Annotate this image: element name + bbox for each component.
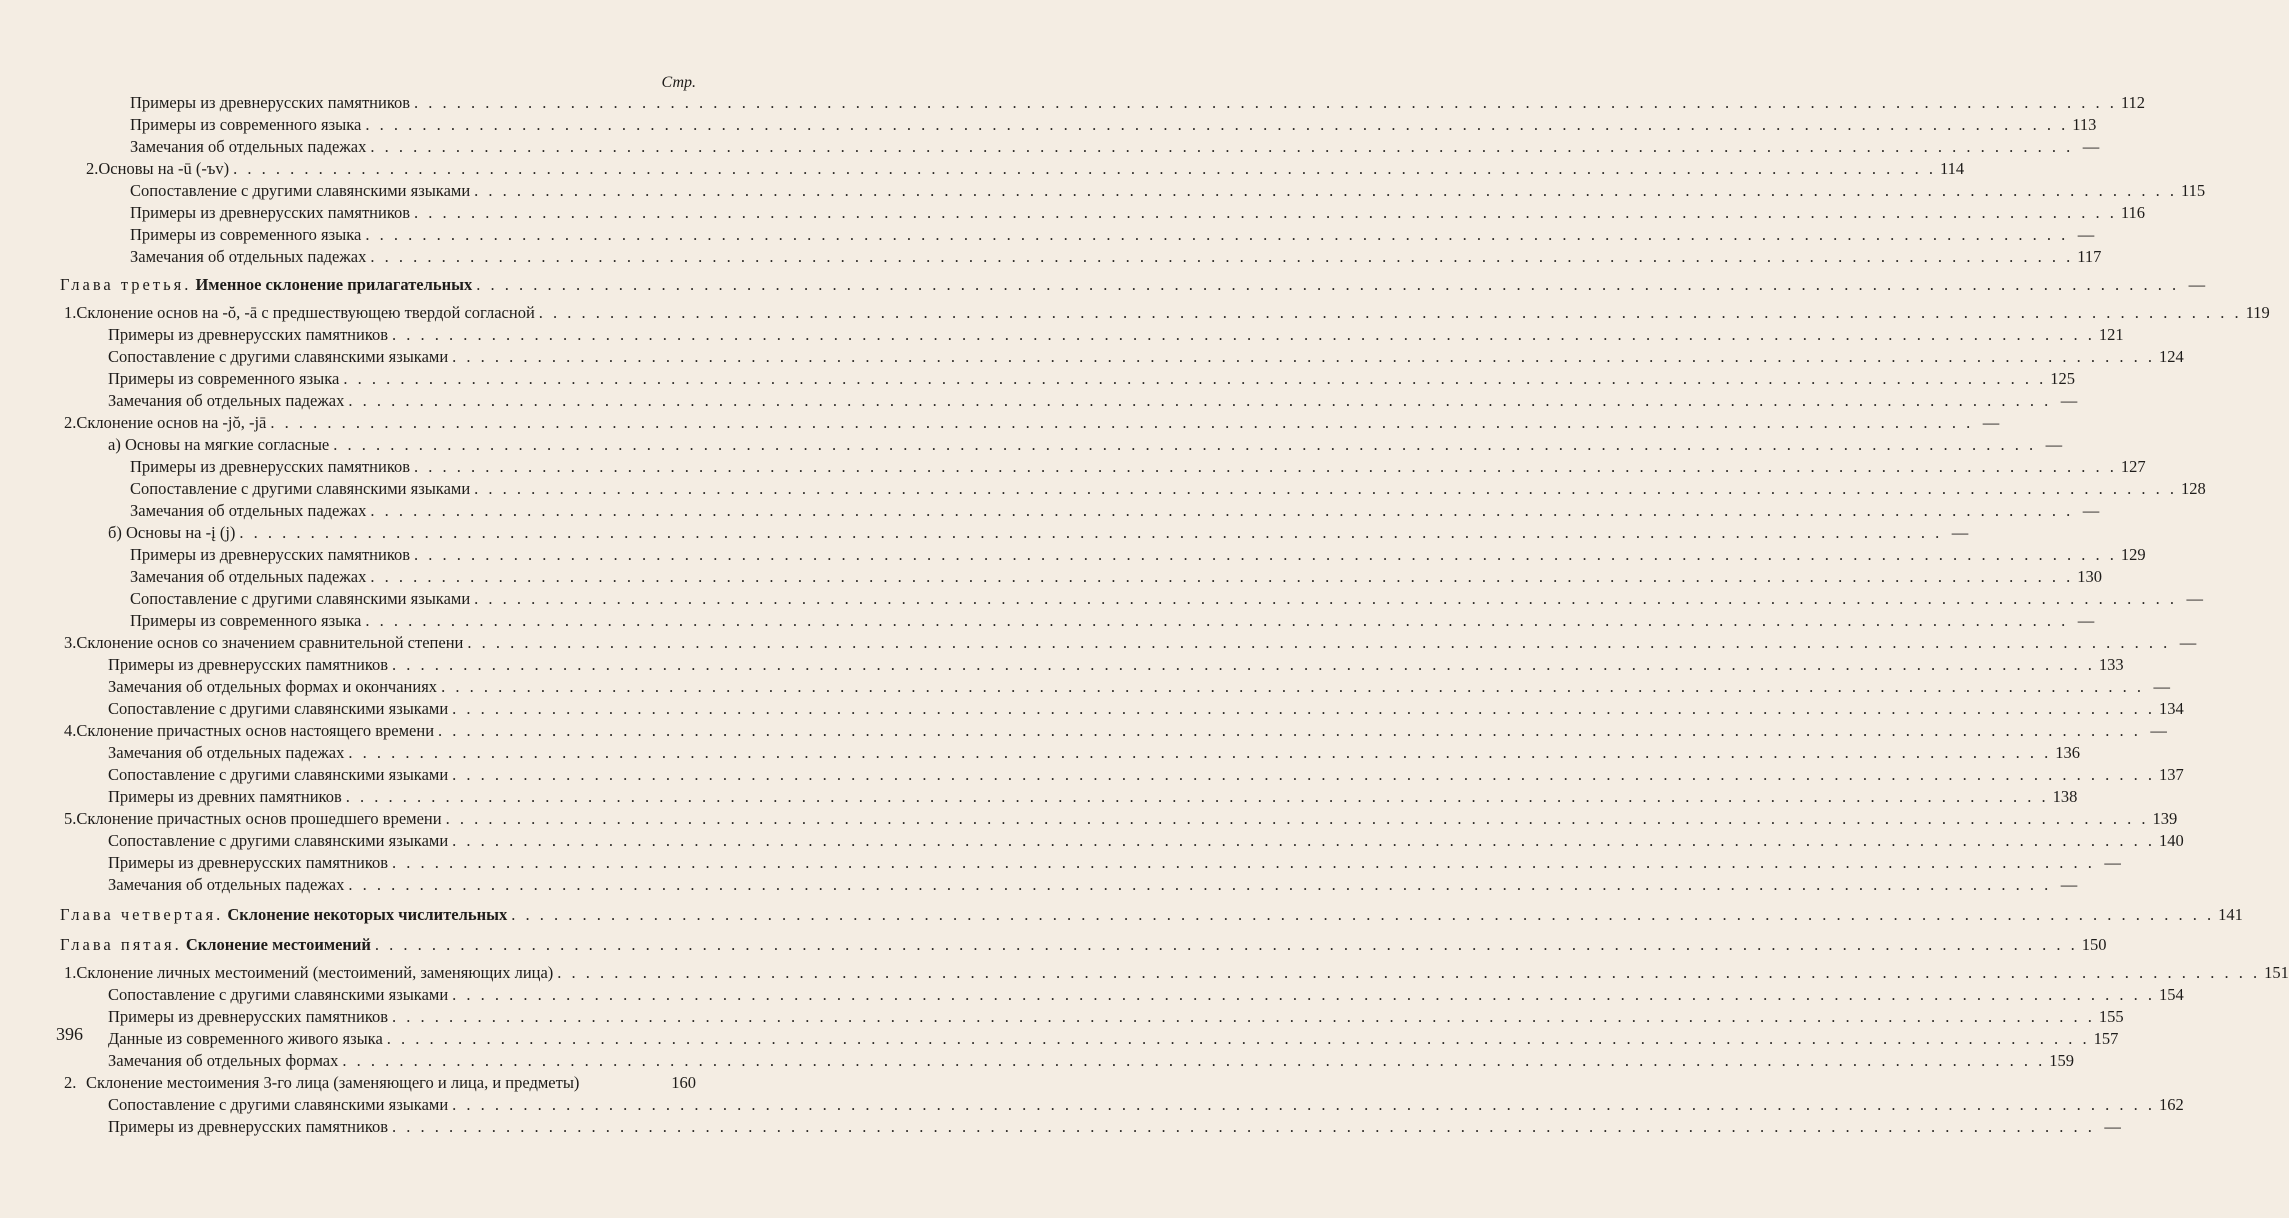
dot-leader: . . . . . . . . . . . . . . . . . . . . . . . . . . . . . . . . . . . . . . . . . . . . . . . . . . . . . . . . . . . . . . . . . . . . . . . . . . . . . . . . . . . . . . . . . . . . . . . . . . . . . . . . . . . . . . . . . . . . . . . . bbox=[392, 655, 2095, 674]
dot-leader: . . . . . . . . . . . . . . . . . . . . . . . . . . . . . . . . . . . . . . . . . . . . . . . . . . . . . . . . . . . . . . . . . . . . . . . . . . . . . . . . . . . . . . . . . . . . . . . . . . . . . . . . . . . . . . . . . . . . . . . . bbox=[452, 765, 2156, 784]
toc-entry bbox=[108, 390, 2078, 412]
toc-entry bbox=[108, 654, 2124, 676]
toc-entry-title: Замечания об отдельных падежах bbox=[108, 391, 345, 410]
toc-entry-title: Сопоставление с другими славянскими языками bbox=[108, 985, 449, 1004]
chapter-heading bbox=[60, 904, 507, 926]
toc-entry-title: Склонение основ на -jŏ, -jā bbox=[76, 413, 267, 432]
toc-entry-title: Примеры из древнерусских памятников bbox=[108, 325, 389, 344]
toc-entry-title: Замечания об отдельных падежах bbox=[130, 501, 367, 520]
toc-entry-number: 5. bbox=[64, 809, 77, 828]
toc-entry-title: Примеры из современного языка bbox=[130, 611, 362, 630]
toc-entry-title: Сопоставление с другими славянскими языками bbox=[108, 699, 449, 718]
toc-entry-number: 4. bbox=[64, 721, 77, 740]
toc-entry-title: Склонение личных местоимений (местоимений, заменяющих лица) bbox=[76, 963, 554, 982]
toc-entry-page: 113 bbox=[2072, 115, 2097, 134]
toc-entry bbox=[130, 224, 2095, 246]
toc-entry bbox=[108, 1116, 2121, 1138]
toc-entry-title: Склонение основ на -ŏ, -ā с предшествующею твердой согласной bbox=[76, 303, 535, 322]
dot-leader: . . . . . . . . . . . . . . . . . . . . . . . . . . . . . . . . . . . . . . . . . . . . . . . . . . . . . . . . . . . . . . . . . . . . . . . . . . . . . . . . . . . . . . . . . . . . . . . . . . . . . . . . . . . . . . . . . . . . . . . . bbox=[365, 115, 2069, 134]
toc-entry-title: Замечания об отдельных формах bbox=[108, 1051, 339, 1070]
toc-entry-page: 159 bbox=[2049, 1051, 2074, 1070]
dot-leader: . . . . . . . . . . . . . . . . . . . . . . . . . . . . . . . . . . . . . . . . . . . . . . . . . . . . . . . . . . . . . . . . . . . . . . . . . . . . . . . . . . . . . . . . . . . . . . . . . . . . . . . . . . . . . . . . . . . . . . . . bbox=[511, 905, 2215, 924]
dot-leader: . . . . . . . . . . . . . . . . . . . . . . . . . . . . . . . . . . . . . . . . . . . . . . . . . . . . . . . . . . . . . . . . . . . . . . . . . . . . . . . . . . . . . . . . . . . . . . . . . . . . . . . . . . . . . . . . . . . . . . . . bbox=[557, 963, 2261, 982]
dot-leader: . . . . . . . . . . . . . . . . . . . . . . . . . . . . . . . . . . . . . . . . . . . . . . . . . . . . . . . . . . . . . . . . . . . . . . . . . . . . . . . . . . . . . . . . . . . . . . . . . . . . . . . . . . . . . . . . . . . . . . . . bbox=[476, 275, 2180, 294]
toc-entry-page: 116 bbox=[2120, 203, 2146, 222]
toc-entry bbox=[130, 544, 2146, 566]
toc-entry bbox=[130, 246, 2102, 268]
toc-entry-page: — bbox=[2153, 677, 2170, 696]
toc-entry-page: — bbox=[2104, 853, 2121, 872]
dot-leader: . . . . . . . . . . . . . . . . . . . . . . . . . . . . . . . . . . . . . . . . . . . . . . . . . . . . . . . . . . . . . . . . . . . . . . . . . . . . . . . . . . . . . . . . . . . . . . . . . . . . . . . . . . . . . . . . . . . . . . . . bbox=[452, 699, 2156, 718]
dot-leader: . . . . . . . . . . . . . . . . . . . . . . . . . . . . . . . . . . . . . . . . . . . . . . . . . . . . . . . . . . . . . . . . . . . . . . . . . . . . . . . . . . . . . . . . . . . . . . . . . . . . . . . . . . . . . . . . . . . . . . . . bbox=[392, 1007, 2095, 1026]
toc-entry bbox=[108, 324, 2124, 346]
toc-entry-page: — bbox=[2082, 137, 2100, 156]
toc-entry bbox=[108, 1006, 2124, 1028]
toc-entry bbox=[130, 500, 2100, 522]
toc-entry bbox=[108, 1028, 2119, 1050]
dot-leader: . . . . . . . . . . . . . . . . . . . . . . . . . . . . . . . . . . . . . . . . . . . . . . . . . . . . . . . . . . . . . . . . . . . . . . . . . . . . . . . . . . . . . . . . . . . . . . . . . . . . . . . . . . . . . . . . . . . . . . . . bbox=[414, 457, 2117, 476]
toc-entry-page: — bbox=[1982, 413, 2000, 432]
dot-leader: . . . . . . . . . . . . . . . . . . . . . . . . . . . . . . . . . . . . . . . . . . . . . . . . . . . . . . . . . . . . . . . . . . . . . . . . . . . . . . . . . . . . . . . . . . . . . . . . . . . . . . . . . . . . . . . . . . . . . . . . bbox=[370, 247, 2074, 266]
toc-entry-title: Примеры из древних памятников bbox=[108, 787, 342, 806]
toc-entry-title: Основы на -ū (-ъv) bbox=[98, 159, 230, 178]
toc-entry bbox=[130, 610, 2095, 632]
dot-leader: . . . . . . . . . . . . . . . . . . . . . . . . . . . . . . . . . . . . . . . . . . . . . . . . . . . . . . . . . . . . . . . . . . . . . . . . . . . . . . . . . . . . . . . . . . . . . . . . . . . . . . . . . . . . . . . . . . . . . . . . bbox=[452, 985, 2156, 1004]
dot-leader: . . . . . . . . . . . . . . . . . . . . . . . . . . . . . . . . . . . . . . . . . . . . . . . . . . . . . . . . . . . . . . . . . . . . . . . . . . . . . . . . . . . . . . . . . . . . . . . . . . . . . . . . . . . . . . . . . . . . . . . . bbox=[474, 479, 2178, 498]
toc-entry-title: Сопоставление с другими славянскими языками bbox=[130, 479, 471, 498]
toc-entry-title: Сопоставление с другими славянскими языками bbox=[130, 181, 471, 200]
toc-entry-title: Склонение причастных основ настоящего времени bbox=[76, 721, 435, 740]
page-number: 396 bbox=[56, 1024, 83, 1044]
toc-entry bbox=[60, 274, 2206, 296]
toc-entry-title: Данные из современного живого языка bbox=[108, 1029, 383, 1048]
toc-entry-page: 128 bbox=[2181, 479, 2206, 498]
toc-entry bbox=[108, 764, 2184, 786]
toc-entry-title: Примеры из современного языка bbox=[130, 225, 362, 244]
dot-leader: . . . . . . . . . . . . . . . . . . . . . . . . . . . . . . . . . . . . . . . . . . . . . . . . . . . . . . . . . . . . . . . . . . . . . . . . . . . . . . . . . . . . . . . . . . . . . . . . . . . . . . . . . . . . . . . . . . . . . . . . bbox=[343, 369, 2047, 388]
toc-entry-number: 2. bbox=[86, 159, 99, 178]
dot-leader: . . . . . . . . . . . . . . . . . . . . . . . . . . . . . . . . . . . . . . . . . . . . . . . . . . . . . . . . . . . . . . . . . . . . . . . . . . . . . . . . . . . . . . . . . . . . . . . . . . . . . . . . . . . . . . . . . . . . . . . . bbox=[239, 523, 1943, 542]
dot-leader: . . . . . . . . . . . . . . . . . . . . . . . . . . . . . . . . . . . . . . . . . . . . . . . . . . . . . . . . . . . . . . . . . . . . . . . . . . . . . . . . . . . . . . . . . . . . . . . . . . . . . . . . . . . . . . . . . . . . . . . . bbox=[365, 611, 2069, 630]
toc-entry-number: 2. bbox=[64, 1073, 77, 1092]
toc-entry-page: — bbox=[2045, 435, 2063, 454]
dot-leader: . . . . . . . . . . . . . . . . . . . . . . . . . . . . . . . . . . . . . . . . . . . . . . . . . . . . . . . . . . . . . . . . . . . . . . . . . . . . . . . . . . . . . . . . . . . . . . . . . . . . . . . . . . . . . . . . . . . . . . . . bbox=[414, 203, 2117, 222]
chapter-label: Глава четвертая. bbox=[60, 905, 224, 924]
dot-leader: . . . . . . . . . . . . . . . . . . . . . . . . . . . . . . . . . . . . . . . . . . . . . . . . . . . . . . . . . . . . . . . . . . . . . . . . . . . . . . . . . . . . . . . . . . . . . . . . . . . . . . . . . . . . . . . . . . . . . . . . bbox=[474, 589, 2178, 608]
toc-entry bbox=[130, 588, 2204, 610]
toc-entry-title: Примеры из современного языка bbox=[130, 115, 362, 134]
dot-leader: . . . . . . . . . . . . . . . . . . . . . . . . . . . . . . . . . . . . . . . . . . . . . . . . . . . . . . . . . . . . . . . . . . . . . . . . . . . . . . . . . . . . . . . . . . . . . . . . . . . . . . . . . . . . . . . . . . . . . . . . bbox=[345, 787, 2049, 806]
dot-leader: . . . . . . . . . . . . . . . . . . . . . . . . . . . . . . . . . . . . . . . . . . . . . . . . . . . . . . . . . . . . . . . . . . . . . . . . . . . . . . . . . . . . . . . . . . . . . . . . . . . . . . . . . . . . . . . . . . . . . . . . bbox=[270, 413, 1974, 432]
toc-entry-page: 129 bbox=[2120, 545, 2146, 564]
toc-entry bbox=[60, 934, 2107, 956]
toc-entry-page: 151 bbox=[2264, 963, 2289, 982]
toc-entry-page: — bbox=[2179, 633, 2197, 652]
toc-entry-title: Сопоставление с другими славянскими языками bbox=[108, 765, 449, 784]
toc-entry bbox=[108, 522, 1969, 544]
toc-entry-title: Примеры из древнерусских памятников bbox=[130, 457, 411, 476]
toc-entry bbox=[108, 434, 2063, 456]
toc-entry-title: Примеры из древнерусских памятников bbox=[108, 655, 389, 674]
toc-entry bbox=[64, 808, 2178, 830]
chapter-title: Склонение некоторых числительных bbox=[227, 905, 508, 924]
toc-entry-page: — bbox=[1951, 523, 1969, 542]
toc-entry-page: 162 bbox=[2159, 1095, 2184, 1114]
dot-leader: . . . . . . . . . . . . . . . . . . . . . . . . . . . . . . . . . . . . . . . . . . . . . . . . . . . . . . . . . . . . . . . . . . . . . . . . . . . . . . . . . . . . . . . . . . . . . . . . . . . . . . . . . . . . . . . . . . . . . . . . bbox=[414, 545, 2117, 564]
dot-leader: . . . . . . . . . . . . . . . . . . . . . . . . . . . . . . . . . . . . . . . . . . . . . . . . . . . . . . . . . . . . . . . . . . . . . . . . . . . . . . . . . . . . . . . . . . . . . . . . . . . . . . . . . . . . . . . . . . . . . . . . bbox=[452, 831, 2156, 850]
dot-leader: . . . . . . . . . . . . . . . . . . . . . . . . . . . . . . . . . . . . . . . . . . . . . . . . . . . . . . . . . . . . . . . . . . . . . . . . . . . . . . . . . . . . . . . . . . . . . . . . . . . . . . . . . . . . . . . . . . . . . . . . bbox=[452, 1095, 2156, 1114]
toc-entry-title: Склонение местоимения 3-го лица (заменяющего и лица, и предметы) bbox=[86, 1073, 580, 1092]
toc-entry-page: 124 bbox=[2159, 347, 2184, 366]
toc-entry-title: б) Основы на -į (j) bbox=[108, 523, 236, 542]
toc-entry-title: Примеры из древнерусских памятников bbox=[108, 1117, 389, 1136]
toc-entry bbox=[130, 180, 2206, 202]
dot-leader: . . . . . . . . . . . . . . . . . . . . . . . . . . . . . . . . . . . . . . . . . . . . . . . . . . . . . . . . . . . . . . . . . . . . . . . . . . . . . . . . . . . . . . . . . . . . . . . . . . . . . . . . . . . . . . . . . . . . . . . . bbox=[386, 1029, 2090, 1048]
toc-entry-title: Замечания об отдельных падежах bbox=[130, 567, 367, 586]
chapter-heading bbox=[60, 934, 371, 956]
toc-entry-page: — bbox=[2060, 875, 2078, 894]
toc-entry bbox=[64, 1072, 696, 1094]
toc-entry-page: 112 bbox=[2120, 93, 2146, 112]
toc-entry-title: Примеры из древнерусских памятников bbox=[108, 853, 389, 872]
toc-entry-page: 154 bbox=[2159, 985, 2184, 1004]
toc-entry-title: Примеры из древнерусских памятников bbox=[130, 203, 411, 222]
toc-entry-page: 155 bbox=[2098, 1007, 2124, 1026]
dot-leader: . . . . . . . . . . . . . . . . . . . . . . . . . . . . . . . . . . . . . . . . . . . . . . . . . . . . . . . . . . . . . . . . . . . . . . . . . . . . . . . . . . . . . . . . . . . . . . . . . . . . . . . . . . . . . . . . . . . . . . . . bbox=[474, 181, 2178, 200]
toc-entry bbox=[108, 984, 2184, 1006]
toc-entry bbox=[60, 904, 2243, 926]
toc-entry-page: 160 bbox=[671, 1073, 696, 1092]
toc-entry-title: Сопоставление с другими славянскими языками bbox=[108, 831, 449, 850]
toc-entry bbox=[86, 158, 1965, 180]
toc-entry-page: 139 bbox=[2152, 809, 2178, 828]
toc-entry-page: 141 bbox=[2218, 905, 2243, 924]
toc-entry-title: Сопоставление с другими славянскими языками bbox=[108, 1095, 449, 1114]
toc-entry-page: 137 bbox=[2159, 765, 2184, 784]
toc-entry bbox=[130, 202, 2146, 224]
page-column-label: Стр. bbox=[661, 74, 696, 91]
toc-entry bbox=[108, 852, 2121, 874]
toc-entry-page: 119 bbox=[2245, 303, 2270, 322]
toc-entry-page: 157 bbox=[2093, 1029, 2119, 1048]
toc-entry bbox=[108, 346, 2184, 368]
toc-entry-title: а) Основы на мягкие согласные bbox=[108, 435, 330, 454]
toc-entry-title: Замечания об отдельных падежах bbox=[108, 743, 345, 762]
toc-entry-page: 133 bbox=[2098, 655, 2124, 674]
toc-entry-title: Замечания об отдельных падежах bbox=[130, 247, 367, 266]
toc-entry bbox=[130, 92, 2146, 114]
toc-entry-title: Склонение причастных основ прошедшего времени bbox=[76, 809, 442, 828]
dot-leader: . . . . . . . . . . . . . . . . . . . . . . . . . . . . . . . . . . . . . . . . . . . . . . . . . . . . . . . . . . . . . . . . . . . . . . . . . . . . . . . . . . . . . . . . . . . . . . . . . . . . . . . . . . . . . . . . . . . . . . . . bbox=[233, 159, 1936, 178]
dot-leader: . . . . . . . . . . . . . . . . . . . . . . . . . . . . . . . . . . . . . . . . . . . . . . . . . . . . . . . . . . . . . . . . . . . . . . . . . . . . . . . . . . . . . . . . . . . . . . . . . . . . . . . . . . . . . . . . . . . . . . . . bbox=[365, 225, 2069, 244]
dot-leader: . . . . . . . . . . . . . . . . . . . . . . . . . . . . . . . . . . . . . . . . . . . . . . . . . . . . . . . . . . . . . . . . . . . . . . . . . . . . . . . . . . . . . . . . . . . . . . . . . . . . . . . . . . . . . . . . . . . . . . . . bbox=[467, 633, 2171, 652]
toc-entry-title: Примеры из древнерусских памятников bbox=[108, 1007, 389, 1026]
toc-entry-number: 1. bbox=[64, 303, 77, 322]
toc-entry-page: 121 bbox=[2098, 325, 2124, 344]
dot-leader: . . . . . . . . . . . . . . . . . . . . . . . . . . . . . . . . . . . . . . . . . . . . . . . . . . . . . . . . . . . . . . . . . . . . . . . . . . . . . . . . . . . . . . . . . . . . . . . . . . . . . . . . . . . . . . . . . . . . . . . . bbox=[445, 809, 2149, 828]
toc-entry-page: 125 bbox=[2050, 369, 2075, 388]
dot-leader: . . . . . . . . . . . . . . . . . . . . . . . . . . . . . . . . . . . . . . . . . . . . . . . . . . . . . . . . . . . . . . . . . . . . . . . . . . . . . . . . . . . . . . . . . . . . . . . . . . . . . . . . . . . . . . . . . . . . . . . . bbox=[348, 391, 2052, 410]
dot-leader: . . . . . . . . . . . . . . . . . . . . . . . . . . . . . . . . . . . . . . . . . . . . . . . . . . . . . . . . . . . . . . . . . . . . . . . . . . . . . . . . . . . . . . . . . . . . . . . . . . . . . . . . . . . . . . . . . . . . . . . . bbox=[370, 137, 2074, 156]
toc-entry bbox=[108, 1094, 2184, 1116]
toc-entry bbox=[108, 874, 2078, 896]
toc-entry-title: Сопоставление с другими славянскими языками bbox=[130, 589, 471, 608]
chapter-label: Глава пятая. bbox=[60, 935, 182, 954]
toc-entry bbox=[108, 742, 2080, 764]
chapter-title: Именное склонение прилагательных bbox=[195, 275, 473, 294]
toc-entry bbox=[64, 962, 2289, 984]
toc-entry-page: — bbox=[2188, 275, 2206, 294]
toc-entry bbox=[130, 114, 2097, 136]
toc-entry-page: — bbox=[2186, 589, 2204, 608]
toc-entry bbox=[130, 566, 2102, 588]
dot-leader: . . . . . . . . . . . . . . . . . . . . . . . . . . . . . . . . . . . . . . . . . . . . . . . . . . . . . . . . . . . . . . . . . . . . . . . . . . . . . . . . . . . . . . . . . . . . . . . . . . . . . . . . . . . . . . . . . . . . . . . . bbox=[438, 721, 2141, 740]
toc-entry-title: Примеры из древнерусских памятников bbox=[130, 545, 411, 564]
toc-entry bbox=[108, 786, 2078, 808]
toc-entry-page: 150 bbox=[2081, 935, 2107, 954]
toc-entry-title: Замечания об отдельных падежах bbox=[130, 137, 367, 156]
toc-entry-page: — bbox=[2077, 611, 2095, 630]
toc-entry bbox=[108, 830, 2184, 852]
dot-leader: . . . . . . . . . . . . . . . . . . . . . . . . . . . . . . . . . . . . . . . . . . . . . . . . . . . . . . . . . . . . . . . . . . . . . . . . . . . . . . . . . . . . . . . . . . . . . . . . . . . . . . . . . . . . . . . . . . . . . . . . bbox=[538, 303, 2242, 322]
toc-entry-number: 1. bbox=[64, 963, 77, 982]
toc-entry-page: 130 bbox=[2077, 567, 2102, 586]
dot-leader: . . . . . . . . . . . . . . . . . . . . . . . . . . . . . . . . . . . . . . . . . . . . . . . . . . . . . . . . . . . . . . . . . . . . . . . . . . . . . . . . . . . . . . . . . . . . . . . . . . . . . . . . . . . . . . . . . . . . . . . . bbox=[392, 1117, 2095, 1136]
toc-entry-page: 138 bbox=[2052, 787, 2078, 806]
chapter-label: Глава третья. bbox=[60, 275, 192, 294]
dot-leader: . . . . . . . . . . . . . . . . . . . . . . . . . . . . . . . . . . . . . . . . . . . . . . . . . . . . . . . . . . . . . . . . . . . . . . . . . . . . . . . . . . . . . . . . . . . . . . . . . . . . . . . . . . . . . . . . . . . . . . . . bbox=[370, 567, 2074, 586]
toc-entry-title: Склонение основ со значением сравнительной степени bbox=[76, 633, 464, 652]
toc-entry-title: Примеры из современного языка bbox=[108, 369, 340, 388]
toc-entry-page: 127 bbox=[2120, 457, 2146, 476]
chapter-title: Склонение местоимений bbox=[185, 935, 371, 954]
toc-entry-number: 2. bbox=[64, 413, 77, 432]
toc-entry bbox=[108, 1050, 2074, 1072]
toc-entry-page: 134 bbox=[2159, 699, 2184, 718]
toc-entry-page: — bbox=[2104, 1117, 2121, 1136]
toc-entry-page: 140 bbox=[2159, 831, 2184, 850]
toc-entry bbox=[130, 478, 2206, 500]
toc-entry-page: 114 bbox=[1940, 159, 1965, 178]
dot-leader: . . . . . . . . . . . . . . . . . . . . . . . . . . . . . . . . . . . . . . . . . . . . . . . . . . . . . . . . . . . . . . . . . . . . . . . . . . . . . . . . . . . . . . . . . . . . . . . . . . . . . . . . . . . . . . . . . . . . . . . . bbox=[414, 93, 2117, 112]
toc-entry-title: Примеры из древнерусских памятников bbox=[130, 93, 411, 112]
toc-entry bbox=[130, 456, 2146, 478]
dot-leader: . . . . . . . . . . . . . . . . . . . . . . . . . . . . . . . . . . . . . . . . . . . . . . . . . . . . . . . . . . . . . . . . . . . . . . . . . . . . . . . . . . . . . . . . . . . . . . . . . . . . . . . . . . . . . . . . . . . . . . . . bbox=[342, 1051, 2046, 1070]
toc-entry-title: Замечания об отдельных падежах bbox=[108, 875, 345, 894]
toc-entry-number: 3. bbox=[64, 633, 77, 652]
toc-entry-page: — bbox=[2077, 225, 2095, 244]
toc-entry bbox=[108, 676, 2170, 698]
dot-leader: . . . . . . . . . . . . . . . . . . . . . . . . . . . . . . . . . . . . . . . . . . . . . . . . . . . . . . . . . . . . . . . . . . . . . . . . . . . . . . . . . . . . . . . . . . . . . . . . . . . . . . . . . . . . . . . . . . . . . . . . bbox=[452, 347, 2156, 366]
toc-entry-page: 115 bbox=[2181, 181, 2206, 200]
toc-entry-page: 136 bbox=[2055, 743, 2080, 762]
toc-entry bbox=[64, 412, 2000, 434]
dot-leader: . . . . . . . . . . . . . . . . . . . . . . . . . . . . . . . . . . . . . . . . . . . . . . . . . . . . . . . . . . . . . . . . . . . . . . . . . . . . . . . . . . . . . . . . . . . . . . . . . . . . . . . . . . . . . . . . . . . . . . . . bbox=[392, 853, 2095, 872]
dot-leader: . . . . . . . . . . . . . . . . . . . . . . . . . . . . . . . . . . . . . . . . . . . . . . . . . . . . . . . . . . . . . . . . . . . . . . . . . . . . . . . . . . . . . . . . . . . . . . . . . . . . . . . . . . . . . . . . . . . . . . . . bbox=[374, 935, 2078, 954]
dot-leader: . . . . . . . . . . . . . . . . . . . . . . . . . . . . . . . . . . . . . . . . . . . . . . . . . . . . . . . . . . . . . . . . . . . . . . . . . . . . . . . . . . . . . . . . . . . . . . . . . . . . . . . . . . . . . . . . . . . . . . . . bbox=[370, 501, 2074, 520]
toc-entry bbox=[130, 136, 2100, 158]
toc-entry-title: Сопоставление с другими славянскими языками bbox=[108, 347, 449, 366]
toc-entry-page: — bbox=[2060, 391, 2078, 410]
toc-entry-page: — bbox=[2150, 721, 2167, 740]
toc-entry-page: — bbox=[2082, 501, 2100, 520]
dot-leader: . . . . . . . . . . . . . . . . . . . . . . . . . . . . . . . . . . . . . . . . . . . . . . . . . . . . . . . . . . . . . . . . . . . . . . . . . . . . . . . . . . . . . . . . . . . . . . . . . . . . . . . . . . . . . . . . . . . . . . . . bbox=[348, 743, 2052, 762]
toc-entry-page: 117 bbox=[2077, 247, 2102, 266]
toc-entry-title: Замечания об отдельных формах и окончаниях bbox=[108, 677, 438, 696]
dot-leader: . . . . . . . . . . . . . . . . . . . . . . . . . . . . . . . . . . . . . . . . . . . . . . . . . . . . . . . . . . . . . . . . . . . . . . . . . . . . . . . . . . . . . . . . . . . . . . . . . . . . . . . . . . . . . . . . . . . . . . . . bbox=[441, 677, 2144, 696]
dot-leader: . . . . . . . . . . . . . . . . . . . . . . . . . . . . . . . . . . . . . . . . . . . . . . . . . . . . . . . . . . . . . . . . . . . . . . . . . . . . . . . . . . . . . . . . . . . . . . . . . . . . . . . . . . . . . . . . . . . . . . . . bbox=[392, 325, 2095, 344]
toc-entry bbox=[64, 632, 2197, 654]
chapter-heading bbox=[60, 274, 472, 296]
toc-entry bbox=[64, 720, 2167, 742]
dot-leader: . . . . . . . . . . . . . . . . . . . . . . . . . . . . . . . . . . . . . . . . . . . . . . . . . . . . . . . . . . . . . . . . . . . . . . . . . . . . . . . . . . . . . . . . . . . . . . . . . . . . . . . . . . . . . . . . . . . . . . . . bbox=[333, 435, 2037, 454]
toc-entry bbox=[108, 368, 2075, 390]
toc-entry bbox=[64, 302, 2270, 324]
dot-leader: . . . . . . . . . . . . . . . . . . . . . . . . . . . . . . . . . . . . . . . . . . . . . . . . . . . . . . . . . . . . . . . . . . . . . . . . . . . . . . . . . . . . . . . . . . . . . . . . . . . . . . . . . . . . . . . . . . . . . . . . bbox=[348, 875, 2052, 894]
toc-entry bbox=[108, 698, 2184, 720]
